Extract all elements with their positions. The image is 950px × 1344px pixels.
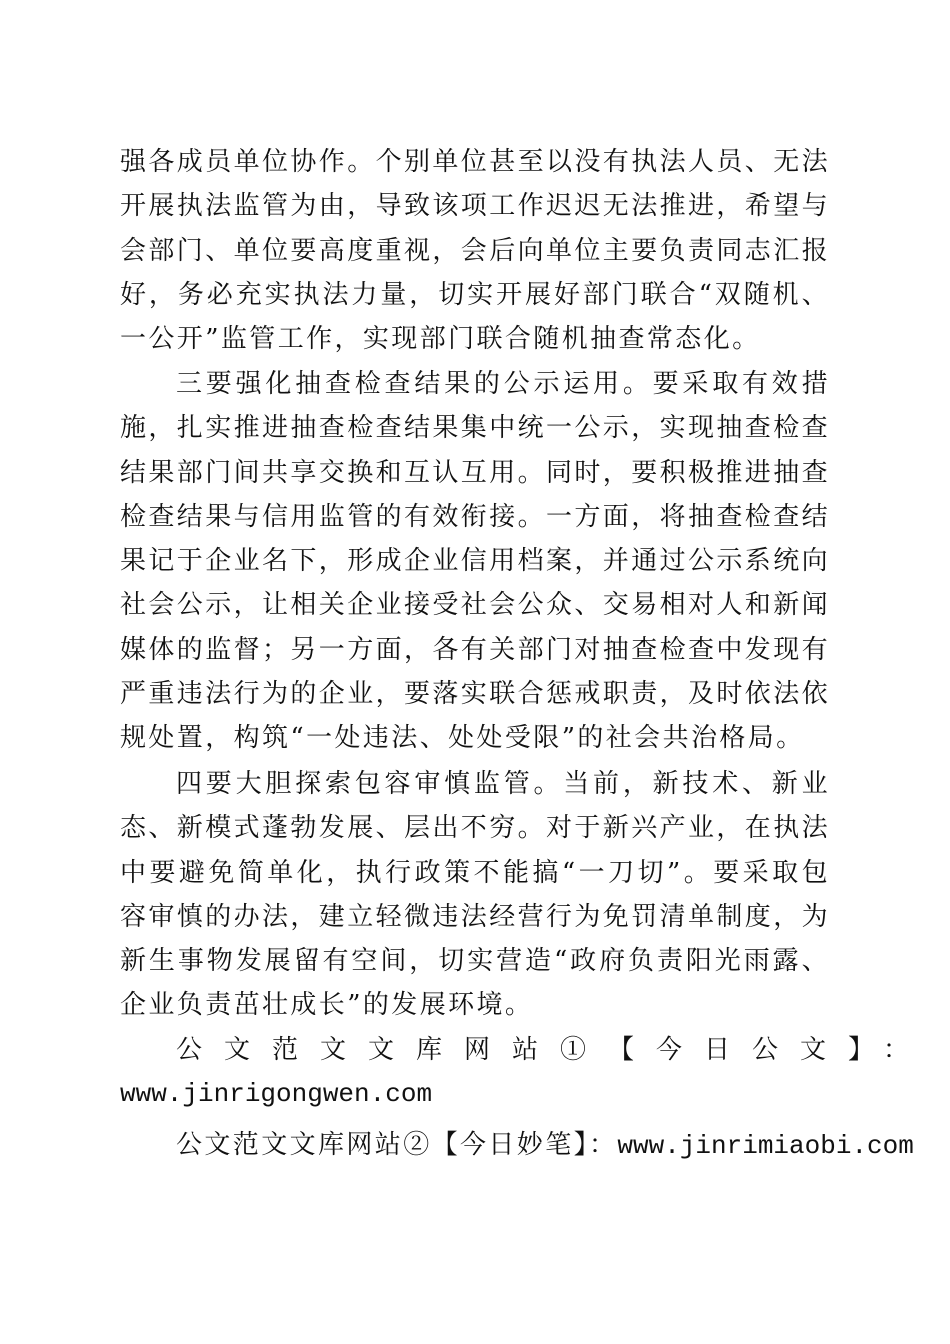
paragraph-1: 强各成员单位协作。个别单位甚至以没有执法人员、无法开展执法监管为由，导致该项工作迟迟无法推进，希望与会部门、单位要高度重视，会后向单位主要负责同志汇报好，务必充实执法力量，切实开展好部门联合“双随机、一公开”监管工作，实现部门联合随机抽查常态化。 [120, 147, 831, 355]
paragraph-block-3 [120, 362, 830, 761]
website-link-2-label: 公文范文文库网站②【今日妙笔】： [176, 1130, 618, 1160]
paragraph-3: 四要大胆探索包容审慎监管。当前，新技术、新业态、新模式蓬勃发展、层出不穷。对于新兴产业，在执法中要避免简单化，执行政策不能搞“一刀切”。要采取包容审慎的办法，建立轻微违法经营行为免罚清单制度，为新生事物发展留有空间，切实营造“政府负责阳光雨露、企业负责茁壮成长”的发展环境。 [120, 769, 831, 1021]
paragraph-continuation [120, 140, 830, 361]
website-link-1 [120, 1028, 932, 1117]
paragraph-2: 三要强化抽查检查结果的公示运用。要采取有效措施，扎实推进抽查检查结果集中统一公示，实现抽查检查结果部门间共享交换和互认互用。同时，要积极推进抽查检查结果与信用监管的有效衔接。一方面，将抽查检查结果记于企业名下，形成企业信用档案，并通过公示系统向社会公示，让相关企业接受社会公众、交易相对人和新闻媒体的监督；另一方面，各有关部门对抽查检查中发现有严重违法行为的企业，要落实联合惩戒职责，及时依法依规处置，构筑“一处违法、处处受限”的社会共治格局。 [120, 369, 831, 754]
website-link-2-url[interactable]: www.jinrimiaobi.com [617, 1131, 914, 1161]
website-link-1-url[interactable]: www.jinrigongwen.com [120, 1079, 433, 1110]
website-link-1-label: 公文范文文库网站①【今日公文】： [176, 1035, 932, 1065]
website-link-2 [120, 1123, 914, 1168]
paragraph-block-4 [120, 762, 830, 1028]
